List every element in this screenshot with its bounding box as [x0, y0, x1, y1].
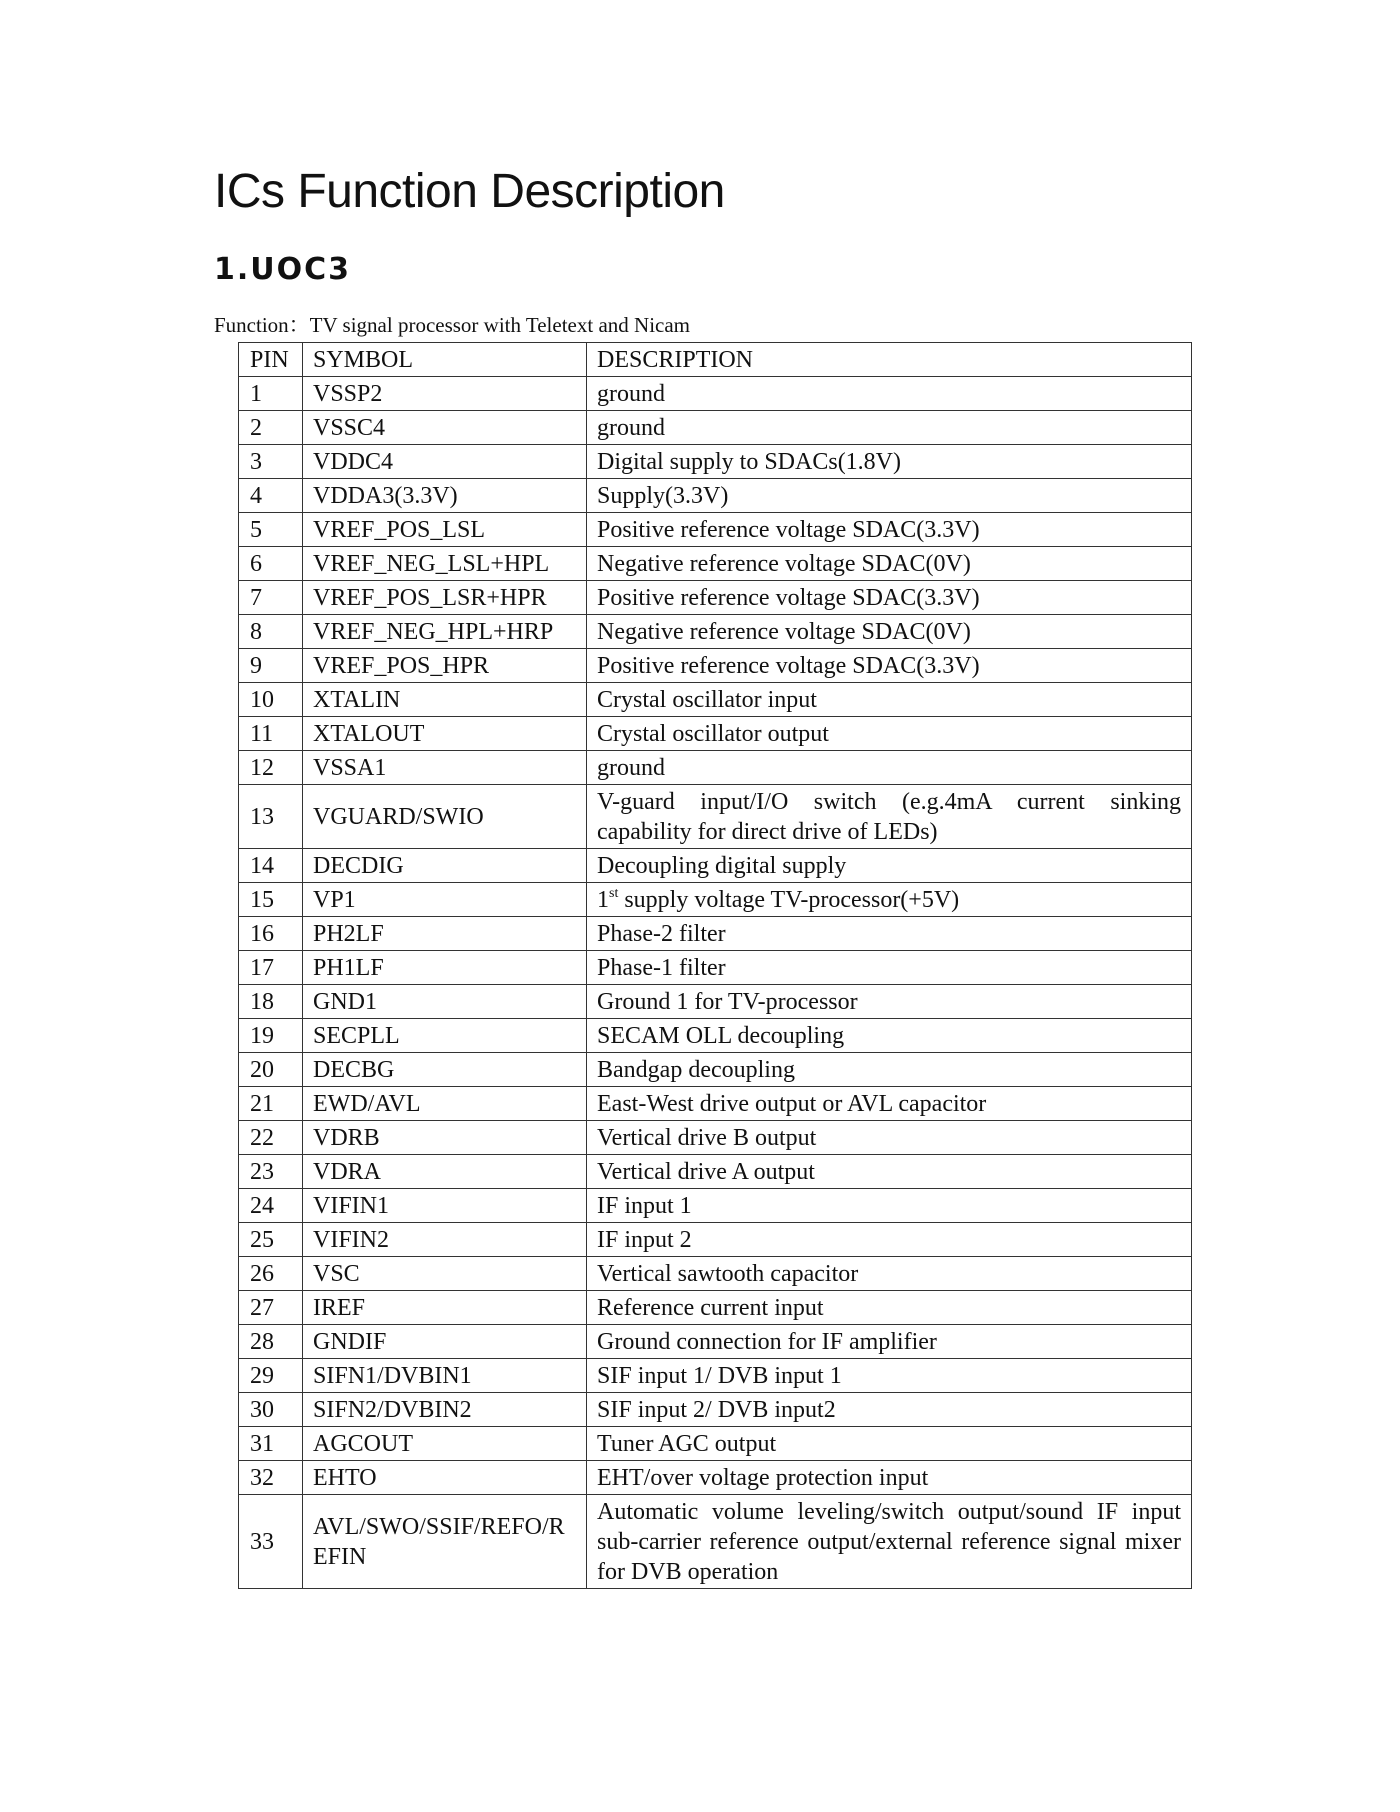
pin-number: 19	[239, 1019, 303, 1053]
table-row	[239, 1121, 1192, 1155]
description-superscript: st	[609, 886, 619, 901]
pin-symbol: EWD/AVL	[303, 1087, 587, 1121]
pin-description: Vertical drive B output	[587, 1121, 1192, 1155]
pin-number: 2	[239, 411, 303, 445]
pin-symbol: GNDIF	[303, 1325, 587, 1359]
pin-symbol: VIFIN1	[303, 1189, 587, 1223]
description-prefix: 1	[597, 887, 609, 913]
pin-description: Crystal oscillator input	[587, 683, 1192, 717]
page-title: ICs Function Description	[214, 165, 725, 218]
pin-description: East-West drive output or AVL capacitor	[587, 1087, 1192, 1121]
pin-symbol: VDDA3(3.3V)	[303, 479, 587, 513]
pin-symbol: VIFIN2	[303, 1223, 587, 1257]
pin-symbol: VSSA1	[303, 751, 587, 785]
table-row	[239, 479, 1192, 513]
pin-symbol: GND1	[303, 985, 587, 1019]
pin-description: Ground 1 for TV-processor	[587, 985, 1192, 1019]
pin-description: Negative reference voltage SDAC(0V)	[587, 615, 1192, 649]
pin-description: Reference current input	[587, 1291, 1192, 1325]
pin-number: 25	[239, 1223, 303, 1257]
pin-table	[238, 342, 1192, 1589]
header-symbol: SYMBOL	[303, 343, 587, 377]
table-row	[239, 1461, 1192, 1495]
pin-number: 10	[239, 683, 303, 717]
pin-description: ground	[587, 377, 1192, 411]
table-row	[239, 1087, 1192, 1121]
pin-symbol: IREF	[303, 1291, 587, 1325]
section-title: 1.UOC3	[214, 252, 352, 287]
pin-number: 22	[239, 1121, 303, 1155]
pin-symbol: XTALIN	[303, 683, 587, 717]
pin-symbol: VREF_NEG_LSL+HPL	[303, 547, 587, 581]
pin-number: 20	[239, 1053, 303, 1087]
header-description: DESCRIPTION	[587, 343, 1192, 377]
pin-description: Vertical drive A output	[587, 1155, 1192, 1189]
pin-symbol: VSSP2	[303, 377, 587, 411]
pin-symbol: VGUARD/SWIO	[303, 785, 587, 849]
pin-symbol: VREF_POS_LSR+HPR	[303, 581, 587, 615]
pin-symbol: VREF_POS_HPR	[303, 649, 587, 683]
table-row	[239, 445, 1192, 479]
table-row	[239, 751, 1192, 785]
table-row	[239, 883, 1192, 917]
pin-description: IF input 1	[587, 1189, 1192, 1223]
pin-description: ground	[587, 411, 1192, 445]
pin-description: Tuner AGC output	[587, 1427, 1192, 1461]
table-row	[239, 547, 1192, 581]
pin-number: 1	[239, 377, 303, 411]
pin-number: 15	[239, 883, 303, 917]
pin-number: 29	[239, 1359, 303, 1393]
table-row	[239, 1223, 1192, 1257]
table-row	[239, 951, 1192, 985]
pin-number: 31	[239, 1427, 303, 1461]
pin-number: 11	[239, 717, 303, 751]
pin-symbol: VREF_POS_LSL	[303, 513, 587, 547]
table-row	[239, 513, 1192, 547]
pin-symbol: VSC	[303, 1257, 587, 1291]
pin-symbol: DECBG	[303, 1053, 587, 1087]
pin-description: Negative reference voltage SDAC(0V)	[587, 547, 1192, 581]
pin-description: SIF input 2/ DVB input2	[587, 1393, 1192, 1427]
pin-description: Positive reference voltage SDAC(3.3V)	[587, 513, 1192, 547]
function-line	[214, 312, 690, 338]
pin-symbol: VP1	[303, 883, 587, 917]
table-row	[239, 615, 1192, 649]
pin-number: 26	[239, 1257, 303, 1291]
pin-number: 4	[239, 479, 303, 513]
pin-symbol: XTALOUT	[303, 717, 587, 751]
table-body	[239, 377, 1192, 1589]
pin-number: 28	[239, 1325, 303, 1359]
pin-symbol: PH1LF	[303, 951, 587, 985]
pin-number: 9	[239, 649, 303, 683]
pin-symbol: VREF_NEG_HPL+HRP	[303, 615, 587, 649]
table-row	[239, 411, 1192, 445]
pin-number: 16	[239, 917, 303, 951]
pin-symbol: PH2LF	[303, 917, 587, 951]
table-row	[239, 1053, 1192, 1087]
table-row	[239, 1257, 1192, 1291]
table-row	[239, 1189, 1192, 1223]
pin-number: 32	[239, 1461, 303, 1495]
pin-number: 12	[239, 751, 303, 785]
pin-number: 27	[239, 1291, 303, 1325]
pin-symbol: AVL/SWO/SSIF/REFO/REFIN	[303, 1495, 587, 1589]
pin-description: Ground connection for IF amplifier	[587, 1325, 1192, 1359]
function-text: TV signal processor with Teletext and Nicam	[309, 313, 690, 337]
table-row	[239, 1291, 1192, 1325]
pin-description: Digital supply to SDACs(1.8V)	[587, 445, 1192, 479]
pin-number: 33	[239, 1495, 303, 1589]
table-row	[239, 917, 1192, 951]
table-row	[239, 649, 1192, 683]
pin-symbol: VDRA	[303, 1155, 587, 1189]
pin-description	[587, 883, 1192, 917]
pin-number: 21	[239, 1087, 303, 1121]
pin-number: 3	[239, 445, 303, 479]
pin-description: Positive reference voltage SDAC(3.3V)	[587, 649, 1192, 683]
pin-number: 30	[239, 1393, 303, 1427]
pin-description: Supply(3.3V)	[587, 479, 1192, 513]
table-row	[239, 1325, 1192, 1359]
pin-number: 24	[239, 1189, 303, 1223]
pin-symbol: VDDC4	[303, 445, 587, 479]
table-row	[239, 1359, 1192, 1393]
table-row	[239, 849, 1192, 883]
description-text: supply voltage TV-processor(+5V)	[618, 887, 960, 913]
pin-symbol: VSSC4	[303, 411, 587, 445]
pin-symbol: SIFN1/DVBIN1	[303, 1359, 587, 1393]
pin-number: 5	[239, 513, 303, 547]
pin-description: Phase-2 filter	[587, 917, 1192, 951]
table-row	[239, 1155, 1192, 1189]
table-row	[239, 1393, 1192, 1427]
table-row	[239, 377, 1192, 411]
pin-description: EHT/over voltage protection input	[587, 1461, 1192, 1495]
pin-description: Crystal oscillator output	[587, 717, 1192, 751]
pin-number: 23	[239, 1155, 303, 1189]
pin-description: Vertical sawtooth capacitor	[587, 1257, 1192, 1291]
table-row	[239, 1019, 1192, 1053]
table-row	[239, 1427, 1192, 1461]
pin-description: ground	[587, 751, 1192, 785]
pin-number: 18	[239, 985, 303, 1019]
pin-description: IF input 2	[587, 1223, 1192, 1257]
pin-number: 14	[239, 849, 303, 883]
pin-number: 17	[239, 951, 303, 985]
function-label: Function：	[214, 313, 310, 337]
pin-symbol: SIFN2/DVBIN2	[303, 1393, 587, 1427]
pin-number: 13	[239, 785, 303, 849]
pin-description: SIF input 1/ DVB input 1	[587, 1359, 1192, 1393]
pin-description: Automatic volume leveling/switch output/sound IF input sub-carrier reference output/external reference signal mixer for DVB operation	[587, 1495, 1192, 1589]
header-pin: PIN	[239, 343, 303, 377]
pin-symbol: SECPLL	[303, 1019, 587, 1053]
pin-description: SECAM OLL decoupling	[587, 1019, 1192, 1053]
table-row	[239, 581, 1192, 615]
table-row	[239, 985, 1192, 1019]
pin-description: Decoupling digital supply	[587, 849, 1192, 883]
pin-symbol: DECDIG	[303, 849, 587, 883]
pin-number: 7	[239, 581, 303, 615]
pin-description: Positive reference voltage SDAC(3.3V)	[587, 581, 1192, 615]
pin-number: 8	[239, 615, 303, 649]
table-row	[239, 785, 1192, 849]
pin-symbol: EHTO	[303, 1461, 587, 1495]
pin-symbol: AGCOUT	[303, 1427, 587, 1461]
pin-description: Bandgap decoupling	[587, 1053, 1192, 1087]
table-header-row	[239, 343, 1192, 377]
table-row	[239, 1495, 1192, 1589]
pin-description: Phase-1 filter	[587, 951, 1192, 985]
table-row	[239, 683, 1192, 717]
pin-symbol: VDRB	[303, 1121, 587, 1155]
pin-description: V-guard input/I/O switch (e.g.4mA current sinking capability for direct drive of LEDs)	[587, 785, 1192, 849]
pin-number: 6	[239, 547, 303, 581]
table-row	[239, 717, 1192, 751]
